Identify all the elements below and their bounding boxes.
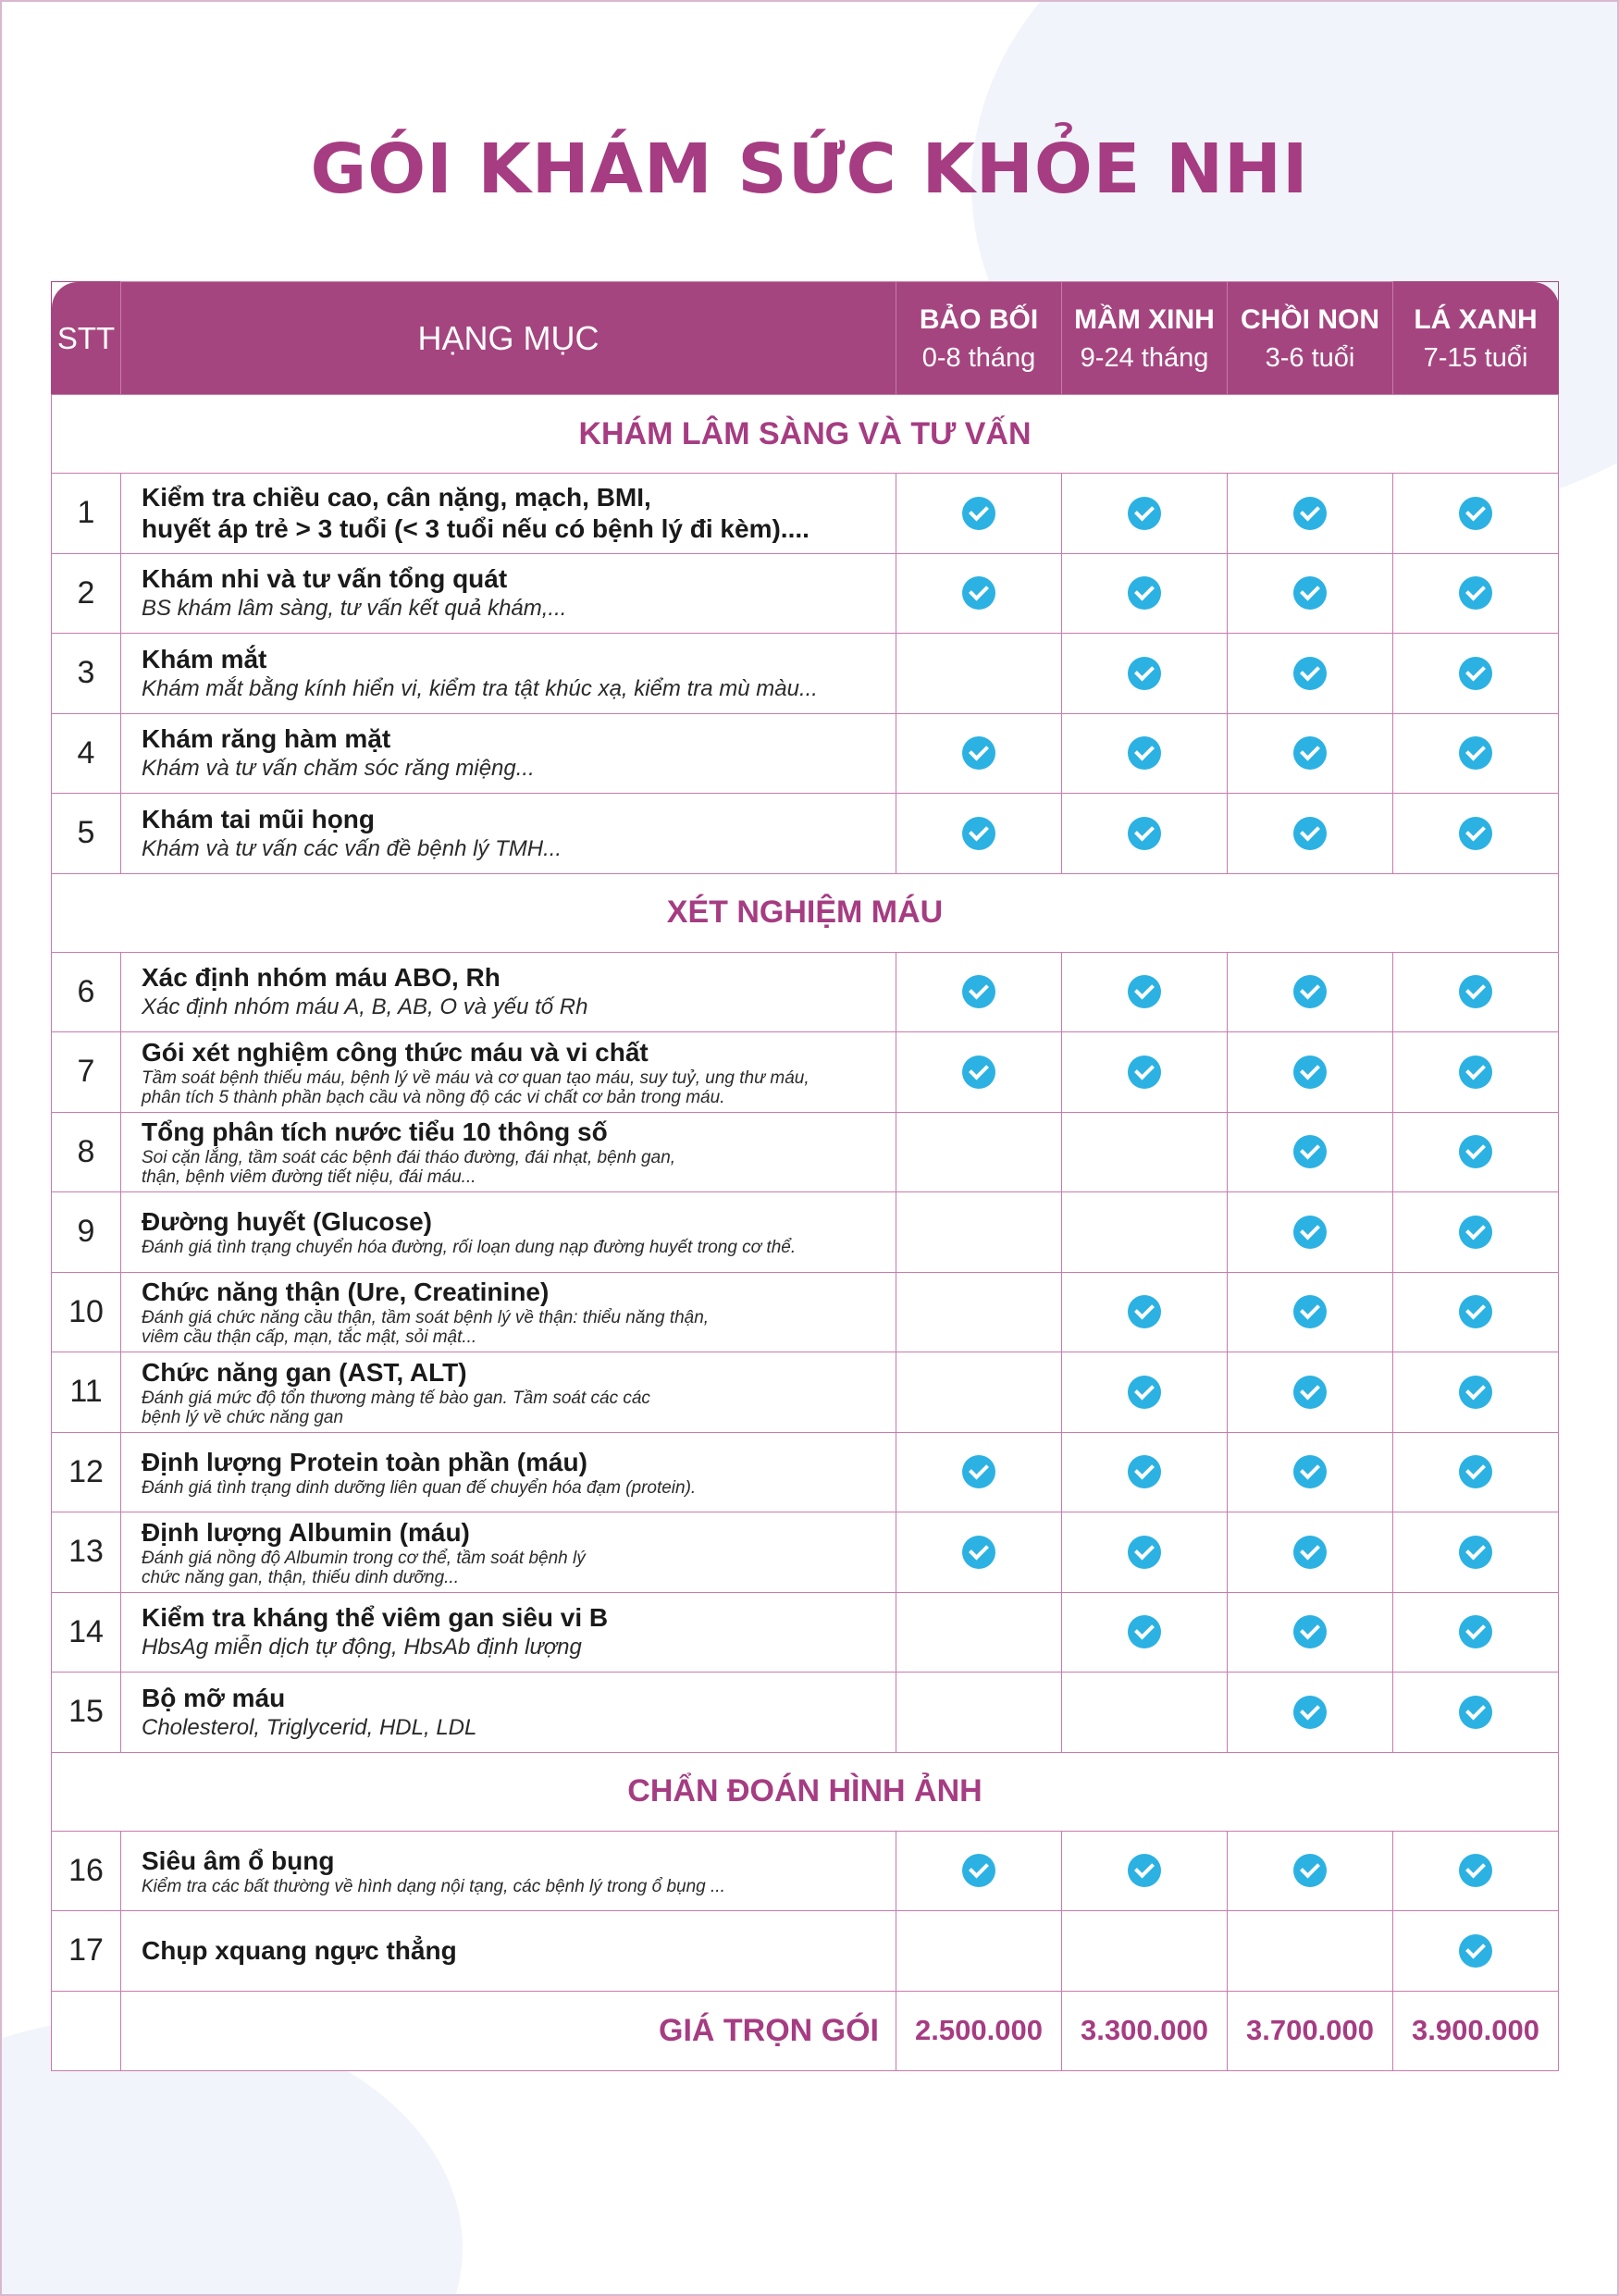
row-item — [121, 713, 896, 794]
header-package — [1228, 282, 1393, 395]
check-circle-icon — [1293, 1295, 1327, 1328]
package-cell — [1228, 1432, 1393, 1512]
package-cell — [1393, 713, 1559, 794]
item-description: phân tích 5 thành phần bạch cầu và nồng độ các vi chất cơ bản trong máu. — [142, 1087, 725, 1107]
package-cell — [1062, 1673, 1228, 1753]
check-circle-icon — [1293, 1216, 1327, 1249]
header-category: HẠNG MỤC — [121, 282, 896, 395]
check-circle-icon — [1459, 497, 1492, 530]
check-circle-icon — [1293, 1055, 1327, 1089]
row-number: 14 — [52, 1592, 121, 1673]
package-cell — [1228, 1192, 1393, 1273]
row-item — [121, 1272, 896, 1352]
row-number: 8 — [52, 1112, 121, 1192]
package-cell — [1393, 1272, 1559, 1352]
item-title: Định lượng Albumin (máu) — [142, 1517, 470, 1547]
package-cell — [1228, 794, 1393, 874]
package-cell — [896, 1512, 1062, 1593]
check-circle-icon — [1293, 975, 1327, 1008]
section-title: XÉT NGHIỆM MÁU — [52, 873, 1559, 952]
item-title: Xác định nhóm máu ABO, Rh — [142, 963, 501, 993]
package-cell — [1393, 1192, 1559, 1273]
check-circle-icon — [1293, 1376, 1327, 1409]
check-circle-icon — [1128, 576, 1161, 610]
table-row — [52, 794, 1559, 874]
header-stt: STT — [52, 282, 121, 395]
package-cell — [896, 1432, 1062, 1512]
section-title: CHẨN ĐOÁN HÌNH ẢNH — [52, 1752, 1559, 1831]
check-circle-icon — [1459, 1376, 1492, 1409]
item-description: Soi cặn lắng, tầm soát các bệnh đái tháo đường, đái nhạt, bệnh gan, — [142, 1148, 676, 1168]
row-number: 13 — [52, 1512, 121, 1593]
package-cell — [1062, 1432, 1228, 1512]
package-cell — [1393, 1592, 1559, 1673]
package-name: CHỒI NON — [1241, 303, 1379, 335]
section-title: KHÁM LÂM SÀNG VÀ TƯ VẤN — [52, 395, 1559, 474]
item-description: bệnh lý về chức năng gan — [142, 1407, 344, 1427]
item-description: Kiểm tra các bất thường về hình dạng nội tạng, các bệnh lý trong ổ bụng ... — [142, 1876, 725, 1896]
check-circle-icon — [1128, 736, 1161, 770]
row-item — [121, 1032, 896, 1113]
package-cell — [1393, 1673, 1559, 1753]
row-item — [121, 1831, 896, 1911]
item-title: Siêu âm ổ bụng — [142, 1845, 335, 1875]
row-item — [121, 1352, 896, 1433]
check-circle-icon — [1459, 1295, 1492, 1328]
package-age: 0-8 tháng — [921, 342, 1036, 373]
check-circle-icon — [1293, 497, 1327, 530]
check-circle-icon — [1293, 1854, 1327, 1887]
package-cell — [1228, 1272, 1393, 1352]
package-cell — [1062, 634, 1228, 714]
check-circle-icon — [962, 1455, 995, 1488]
check-circle-icon — [1459, 736, 1492, 770]
table-row — [52, 1911, 1559, 1992]
row-item — [121, 634, 896, 714]
table-row — [52, 713, 1559, 794]
row-number: 2 — [52, 553, 121, 634]
row-item — [121, 794, 896, 874]
item-description: Xác định nhóm máu A, B, AB, O và yếu tố Rh — [142, 994, 588, 1020]
section-header — [52, 873, 1559, 952]
check-circle-icon — [1128, 1854, 1161, 1887]
row-number: 6 — [52, 952, 121, 1032]
check-circle-icon — [962, 1055, 995, 1089]
package-cell — [1393, 1112, 1559, 1192]
check-circle-icon — [1459, 1455, 1492, 1488]
table-row — [52, 1272, 1559, 1352]
table-row — [52, 1512, 1559, 1593]
table-row — [52, 952, 1559, 1032]
table-row — [52, 1432, 1559, 1512]
package-cell — [896, 1673, 1062, 1753]
package-cell — [1062, 1592, 1228, 1673]
item-title: Khám mắt — [142, 644, 267, 673]
item-title: Kiểm tra kháng thể viêm gan siêu vi B — [142, 1603, 609, 1633]
check-circle-icon — [1459, 1536, 1492, 1569]
package-cell — [1393, 794, 1559, 874]
check-circle-icon — [1459, 975, 1492, 1008]
item-description: Khám và tư vấn các vấn đề bệnh lý TMH... — [142, 835, 562, 861]
item-title: Chức năng thận (Ure, Creatinine) — [142, 1278, 550, 1307]
price-value: 3.900.000 — [1393, 1991, 1559, 2070]
check-circle-icon — [962, 576, 995, 610]
check-circle-icon — [962, 736, 995, 770]
package-age: 7-15 tuổi — [1423, 342, 1528, 373]
check-circle-icon — [1293, 1455, 1327, 1488]
package-cell — [1393, 474, 1559, 554]
package-cell — [1062, 1352, 1228, 1433]
item-description: Đánh giá mức độ tổn thương màng tế bào gan. Tầm soát các các — [142, 1388, 650, 1408]
package-cell — [1062, 1032, 1228, 1113]
price-row — [52, 1991, 1559, 2070]
package-cell — [1228, 713, 1393, 794]
section-header — [52, 1752, 1559, 1831]
check-circle-icon — [1293, 1536, 1327, 1569]
check-circle-icon — [1293, 1135, 1327, 1168]
package-table — [51, 281, 1559, 2071]
package-cell — [896, 474, 1062, 554]
price-label: GIÁ TRỌN GÓI — [121, 1991, 896, 2070]
check-circle-icon — [1128, 1376, 1161, 1409]
package-cell — [1228, 1592, 1393, 1673]
price-stt-cell — [52, 1991, 121, 2070]
check-circle-icon — [1459, 1934, 1492, 1968]
row-item — [121, 1512, 896, 1593]
check-circle-icon — [1128, 1295, 1161, 1328]
row-number: 1 — [52, 474, 121, 554]
item-description: Khám và tư vấn chăm sóc răng miệng... — [142, 756, 535, 782]
package-cell — [1062, 794, 1228, 874]
package-cell — [1393, 553, 1559, 634]
package-cell — [896, 1592, 1062, 1673]
item-description: BS khám lâm sàng, tư vấn kết quả khám,... — [142, 596, 567, 622]
check-circle-icon — [962, 497, 995, 530]
check-circle-icon — [1128, 1615, 1161, 1648]
item-description: viêm cầu thận cấp, mạn, tắc mật, sỏi mật... — [142, 1327, 477, 1348]
package-cell — [1062, 1192, 1228, 1273]
check-circle-icon — [1128, 975, 1161, 1008]
package-cell — [1062, 474, 1228, 554]
package-cell — [1228, 952, 1393, 1032]
check-circle-icon — [1459, 1854, 1492, 1887]
package-name: BẢO BỐI — [919, 303, 1039, 335]
item-description: HbsAg miễn dịch tự động, HbsAb định lượng — [142, 1635, 582, 1660]
item-description: Đánh giá tình trạng dinh dưỡng liên quan đế chuyển hóa đạm (protein). — [142, 1477, 697, 1498]
package-cell — [896, 713, 1062, 794]
package-cell — [896, 952, 1062, 1032]
item-title: Tổng phân tích nước tiểu 10 thông số — [142, 1117, 608, 1147]
check-circle-icon — [962, 817, 995, 850]
package-name: MẦM XINH — [1074, 303, 1215, 335]
package-cell — [1228, 1831, 1393, 1911]
check-circle-icon — [962, 1854, 995, 1887]
package-cell — [1062, 1831, 1228, 1911]
package-cell — [1228, 1112, 1393, 1192]
package-cell — [896, 1272, 1062, 1352]
package-cell — [896, 1352, 1062, 1433]
row-item — [121, 952, 896, 1032]
package-cell — [1062, 1512, 1228, 1593]
row-item — [121, 474, 896, 554]
item-title: Khám tai mũi họng — [142, 804, 375, 833]
table-row — [52, 1352, 1559, 1433]
table-row — [52, 1112, 1559, 1192]
price-value: 2.500.000 — [896, 1991, 1062, 2070]
row-item — [121, 1112, 896, 1192]
package-cell — [1062, 713, 1228, 794]
package-cell — [1062, 1112, 1228, 1192]
row-number: 9 — [52, 1192, 121, 1273]
row-number: 10 — [52, 1272, 121, 1352]
item-title: Bộ mỡ máu — [142, 1683, 286, 1712]
check-circle-icon — [1128, 1055, 1161, 1089]
check-circle-icon — [1128, 1455, 1161, 1488]
package-cell — [1062, 1911, 1228, 1992]
package-cell — [1062, 553, 1228, 634]
check-circle-icon — [1459, 1696, 1492, 1729]
package-cell — [1393, 1352, 1559, 1433]
row-item — [121, 1673, 896, 1753]
row-item — [121, 1911, 896, 1992]
package-cell — [1393, 1432, 1559, 1512]
package-cell — [1228, 1911, 1393, 1992]
item-title: Đường huyết (Glucose) — [142, 1207, 432, 1237]
package-cell — [896, 1032, 1062, 1113]
check-circle-icon — [1293, 817, 1327, 850]
item-title: Gói xét nghiệm công thức máu và vi chất — [142, 1037, 649, 1067]
page-title: GÓI KHÁM SỨC KHỎE NHI — [310, 130, 1309, 209]
package-age: 9-24 tháng — [1080, 342, 1209, 373]
item-title: Kiểm tra chiều cao, cân nặng, mạch, BMI, — [142, 482, 651, 512]
header-package — [1062, 282, 1228, 395]
item-title: Chức năng gan (AST, ALT) — [142, 1357, 467, 1387]
package-cell — [896, 794, 1062, 874]
item-description: Đánh giá nồng độ Albumin trong cơ thể, tầm soát bệnh lý — [142, 1548, 586, 1568]
package-cell — [1228, 1673, 1393, 1753]
table-row — [52, 474, 1559, 554]
package-cell — [896, 553, 1062, 634]
check-circle-icon — [1293, 576, 1327, 610]
package-age: 3-6 tuổi — [1265, 342, 1355, 373]
item-description: Khám mắt bằng kính hiển vi, kiểm tra tật khúc xạ, kiểm tra mù màu... — [142, 675, 818, 701]
row-number: 17 — [52, 1911, 121, 1992]
row-number: 4 — [52, 713, 121, 794]
item-title: Chụp xquang ngực thẳng — [142, 1935, 457, 1965]
check-circle-icon — [1128, 497, 1161, 530]
row-item — [121, 1432, 896, 1512]
package-cell — [896, 1831, 1062, 1911]
package-cell — [896, 1112, 1062, 1192]
check-circle-icon — [1459, 817, 1492, 850]
table-header — [52, 282, 1559, 395]
item-description: chức năng gan, thận, thiếu dinh dưỡng... — [142, 1567, 459, 1587]
item-description: Tầm soát bệnh thiếu máu, bệnh lý về máu và cơ quan tạo máu, suy tuỷ, ung thư máu, — [142, 1068, 810, 1088]
package-cell — [1062, 1272, 1228, 1352]
row-item — [121, 1192, 896, 1273]
section-header — [52, 395, 1559, 474]
package-cell — [1393, 1911, 1559, 1992]
package-cell — [1228, 1512, 1393, 1593]
row-number: 7 — [52, 1032, 121, 1113]
check-circle-icon — [1293, 1615, 1327, 1648]
package-cell — [1393, 1831, 1559, 1911]
item-description: Cholesterol, Triglycerid, HDL, LDL — [142, 1714, 477, 1740]
check-circle-icon — [1459, 1055, 1492, 1089]
package-cell — [1393, 952, 1559, 1032]
price-value: 3.700.000 — [1228, 1991, 1393, 2070]
row-number: 16 — [52, 1831, 121, 1911]
row-number: 15 — [52, 1673, 121, 1753]
table-body — [52, 395, 1559, 1992]
row-item — [121, 553, 896, 634]
package-cell — [896, 1911, 1062, 1992]
check-circle-icon — [962, 1536, 995, 1569]
package-cell — [1228, 1032, 1393, 1113]
check-circle-icon — [1459, 576, 1492, 610]
table-row — [52, 1592, 1559, 1673]
item-description: thận, bệnh viêm đường tiết niệu, đái máu... — [142, 1167, 476, 1188]
row-number: 11 — [52, 1352, 121, 1433]
check-circle-icon — [1459, 1615, 1492, 1648]
package-cell — [1228, 553, 1393, 634]
package-cell — [1393, 1512, 1559, 1593]
table-row — [52, 1192, 1559, 1273]
header-package — [896, 282, 1062, 395]
package-name: LÁ XANH — [1414, 303, 1538, 335]
package-cell — [1062, 952, 1228, 1032]
check-circle-icon — [1293, 736, 1327, 770]
row-number: 3 — [52, 634, 121, 714]
package-cell — [1393, 634, 1559, 714]
item-title: Định lượng Protein toàn phần (máu) — [142, 1447, 587, 1476]
row-item — [121, 1592, 896, 1673]
check-circle-icon — [1128, 817, 1161, 850]
table-row — [52, 1673, 1559, 1753]
row-number: 12 — [52, 1432, 121, 1512]
item-title: Khám răng hàm mặt — [142, 724, 391, 754]
check-circle-icon — [1128, 657, 1161, 690]
package-cell — [896, 1192, 1062, 1273]
check-circle-icon — [1293, 1696, 1327, 1729]
table-row — [52, 553, 1559, 634]
table-row — [52, 1831, 1559, 1911]
table-row — [52, 634, 1559, 714]
check-circle-icon — [1459, 1135, 1492, 1168]
package-cell — [1393, 1032, 1559, 1113]
package-cell — [1228, 634, 1393, 714]
header-package — [1393, 282, 1559, 395]
row-number: 5 — [52, 794, 121, 874]
item-title: huyết áp trẻ > 3 tuổi (< 3 tuổi nếu có bệnh lý đi kèm).... — [142, 513, 810, 543]
check-circle-icon — [1128, 1536, 1161, 1569]
check-circle-icon — [1459, 1216, 1492, 1249]
package-cell — [1228, 474, 1393, 554]
package-cell — [1228, 1352, 1393, 1433]
item-title: Khám nhi và tư vấn tổng quát — [142, 564, 508, 594]
check-circle-icon — [1459, 657, 1492, 690]
item-description: Đánh giá chức năng cầu thận, tầm soát bệnh lý về thận: thiểu năng thận, — [142, 1308, 710, 1328]
item-description: Đánh giá tình trạng chuyển hóa đường, rối loạn dung nạp đường huyết trong cơ thể. — [142, 1238, 797, 1258]
check-circle-icon — [1293, 657, 1327, 690]
price-value: 3.300.000 — [1062, 1991, 1228, 2070]
table-row — [52, 1032, 1559, 1113]
check-circle-icon — [962, 975, 995, 1008]
package-cell — [896, 634, 1062, 714]
